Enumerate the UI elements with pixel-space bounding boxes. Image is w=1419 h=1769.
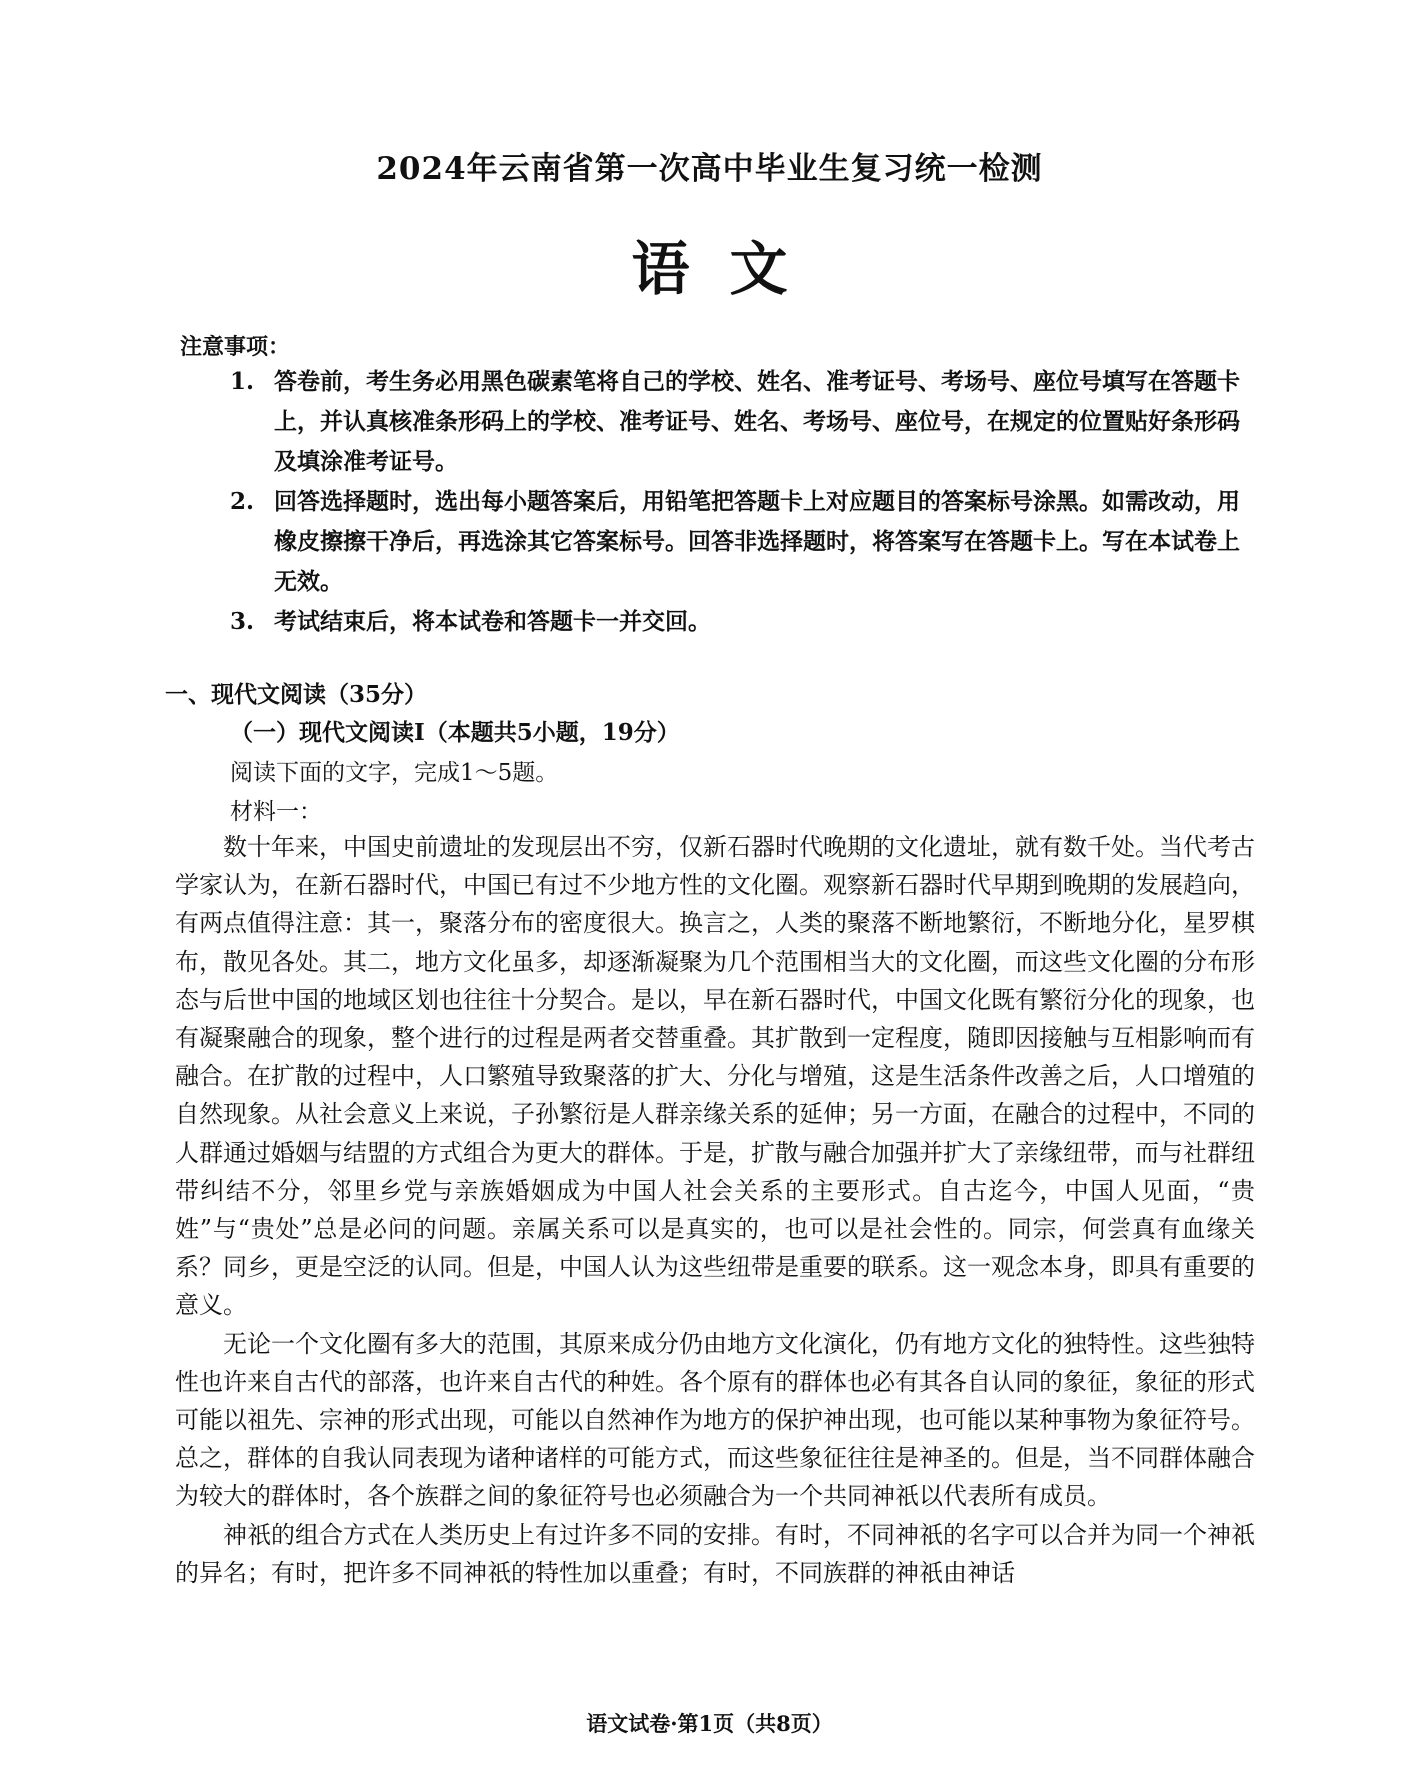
- notice-item-text: 答卷前，考生务必用黑色碳素笔将自己的学校、姓名、准考证号、考场号、座位号填写在答题卡上，并认真核准条形码上的学校、准考证号、姓名、考场号、座位号，在规定的位置贴好条形码及填涂准考证号。: [274, 368, 1240, 475]
- subject-title: 语文: [631, 235, 828, 303]
- exam-title: 2024年云南省第一次高中毕业生复习统一检测: [376, 151, 1043, 187]
- page-footer: 语文试卷·第1页（共8页）: [586, 1711, 833, 1736]
- passage-paragraph: 数十年来，中国史前遗址的发现层出不穷，仅新石器时代晚期的文化遗址，就有数千处。当代考古学家认为，在新石器时代，中国已有过不少地方性的文化圈。观察新石器时代早期到晚期的发展趋向，有两点值得注意：其一，聚落分布的密度很大。换言之，人类的聚落不断地繁衍，不断地分化，星罗棋布，散见各处。其二，地方文化虽多，却逐渐凝聚为几个范围相当大的文化圈，而这些文化圈的分布形态与后世中国的地域区划也往往十分契合。是以，早在新石器时代，中国文化既有繁衍分化的现象，也有凝聚融合的现象，整个进行的过程是两者交替重叠。其扩散到一定程度，随即因接触与互相影响而有融合。在扩散的过程中，人口繁殖导致聚落的扩大、分化与增殖，这是生活条件改善之后，人口增殖的自然现象。从社会意义上来说，子孙繁衍是人群亲缘关系的延伸；另一方面，在融合的过程中，不同的人群通过婚姻与结盟的方式组合为更大的群体。于是，扩散与融合加强并扩大了亲缘纽带，而与社群纽带纠结不分，邻里乡党与亲族婚姻成为中国人社会关系的主要形式。自古迄今，中国人见面，“贵姓”与“贵处”总是必问的问题。亲属关系可以是真实的，也可以是社会性的。同宗，何尝真有血缘关系？同乡，更是空泛的认同。但是，中国人认为这些纽带是重要的联系。这一观念本身，即具有重要的意义。: [175, 833, 1255, 1320]
- notice-heading: 注意事项：: [180, 334, 291, 360]
- section-title: 一、现代文阅读（35分）: [165, 681, 428, 708]
- notice-item-text: 考试结束后，将本试卷和答题卡一并交回。: [274, 608, 711, 635]
- notice-item-number: 2.: [230, 488, 255, 515]
- passage-paragraph: 神祇的组合方式在人类历史上有过许多不同的安排。有时，不同神祇的名字可以合并为同一个神祇的异名；有时，把许多不同神祇的特性加以重叠；有时，不同族群的神祇由神话: [175, 1520, 1255, 1587]
- passage-paragraph: 无论一个文化圈有多大的范围，其原来成分仍由地方文化演化，仍有地方文化的独特性。这些独特性也许来自古代的部落，也许来自古代的种姓。各个原有的群体也必有其各自认同的象征，象征的形式可能以祖先、宗神的形式出现，可能以自然神作为地方的保护神出现，也可能以某种事物为象征符号。总之，群体的自我认同表现为诸种诸样的可能方式，而这些象征往往是神圣的。但是，当不同群体融合为较大的群体时，各个族群之间的象征符号也必须融合为一个共同神祇以代表所有成员。: [175, 1329, 1255, 1511]
- notice-item: [230, 602, 1250, 642]
- notice-list: [230, 362, 1250, 642]
- notice-item-number: 1.: [230, 368, 255, 395]
- notice-item-number: 3.: [230, 608, 255, 635]
- notice-item: [230, 482, 1250, 602]
- notice-item: [230, 362, 1250, 482]
- subsection-title: （一）现代文阅读Ⅰ（本题共5小题，19分）: [230, 719, 680, 746]
- material-label: 材料一：: [230, 799, 322, 825]
- notice-item-text: 回答选择题时，选出每小题答案后，用铅笔把答题卡上对应题目的答案标号涂黑。如需改动，用橡皮擦擦干净后，再选涂其它答案标号。回答非选择题时，将答案写在答题卡上。写在本试卷上无效。: [274, 488, 1240, 595]
- reading-instruction: 阅读下面的文字，完成1～5题。: [230, 760, 559, 786]
- reading-passage: [175, 828, 1255, 1592]
